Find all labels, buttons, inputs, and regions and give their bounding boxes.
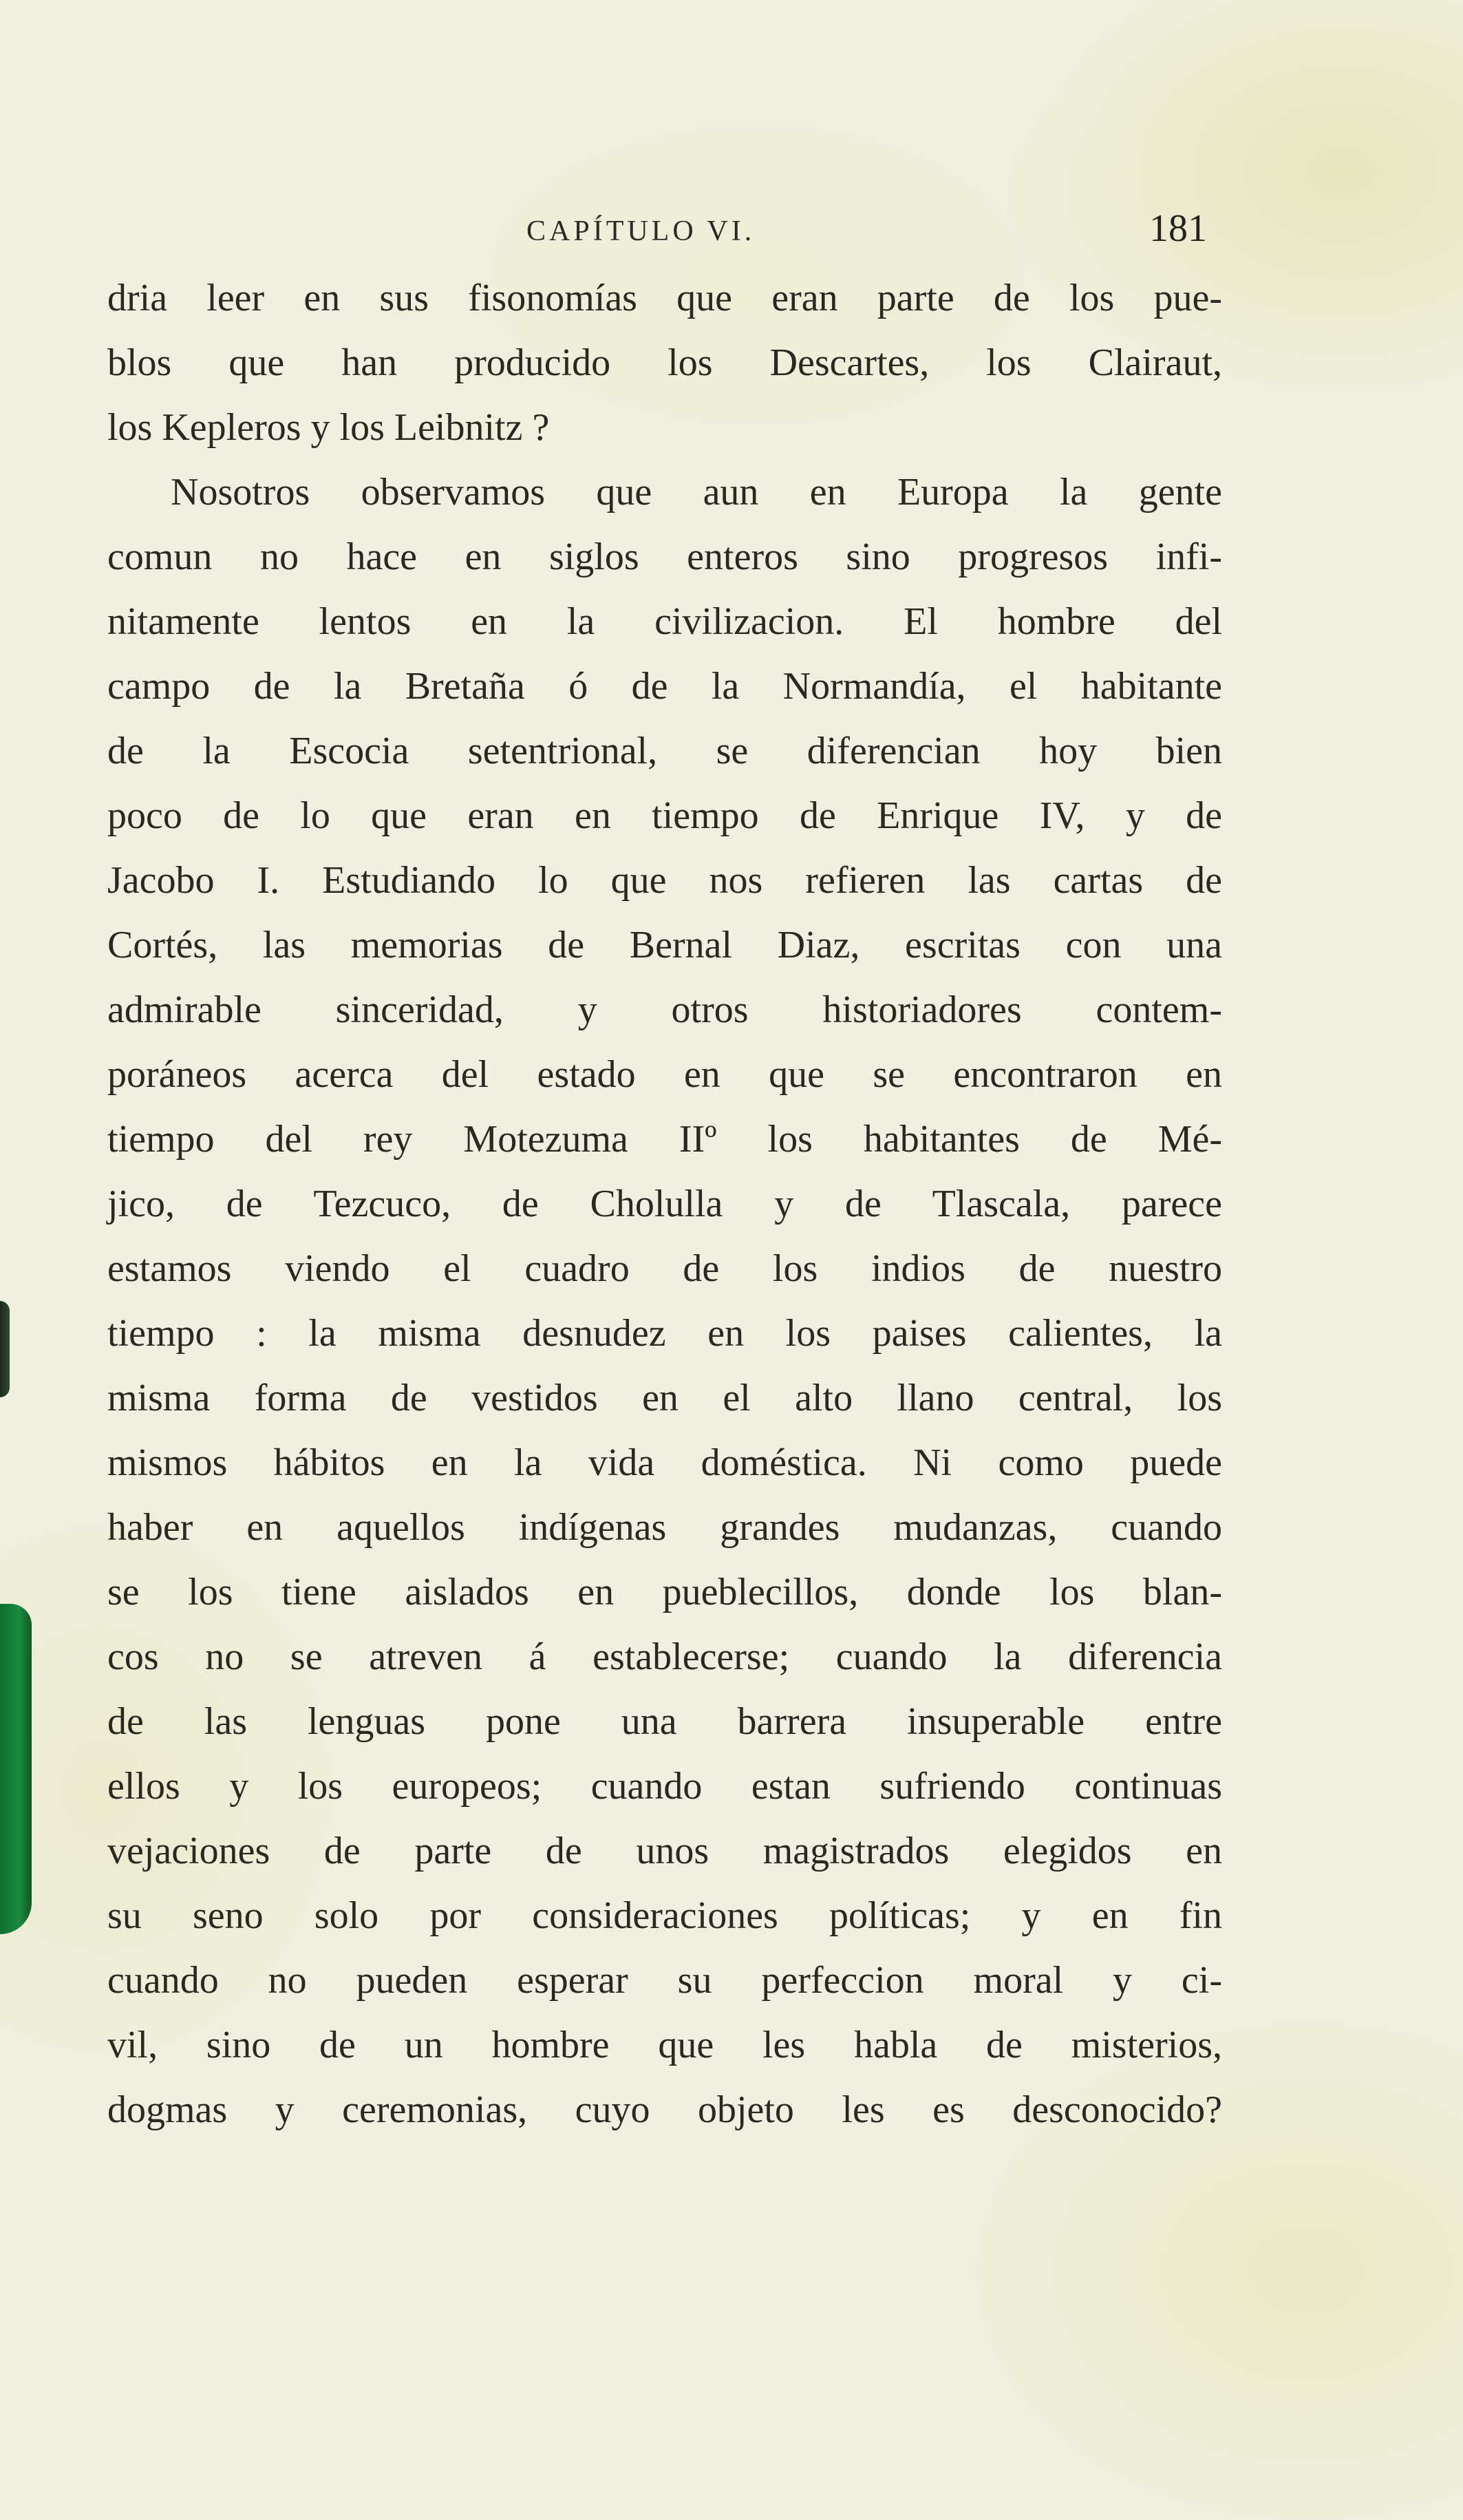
- text-line: poráneos acerca del estado en que se encontraron en: [107, 1053, 1222, 1096]
- text-line: poco de lo que eran en tiempo de Enrique IV, y de: [107, 794, 1222, 837]
- text-line: estamos viendo el cuadro de los indios de nuestro: [107, 1247, 1222, 1290]
- text-line: vejaciones de parte de unos magistrados elegidos en: [107, 1830, 1222, 1872]
- text-line: admirable sinceridad, y otros historiadores contem-: [107, 988, 1222, 1031]
- text-line: ellos y los europeos; cuando estan sufriendo continuas: [107, 1765, 1222, 1808]
- page-edge-stain-green: [0, 1604, 32, 1934]
- page-number: 181: [1149, 207, 1207, 250]
- text-line: mismos hábitos en la vida doméstica. Ni como puede: [107, 1441, 1222, 1484]
- text-line: de la Escocia setentrional, se diferencian hoy bien: [107, 730, 1222, 772]
- text-line: dogmas y ceremonias, cuyo objeto les es desconocido?: [107, 2088, 1222, 2131]
- running-head: CAPÍTULO VI.: [526, 215, 756, 247]
- text-line: vil, sino de un hombre que les habla de misterios,: [107, 2024, 1222, 2066]
- text-line: tiempo : la misma desnudez en los paises calientes, la: [107, 1312, 1222, 1355]
- text-line: cuando no pueden esperar su perfeccion moral y ci-: [107, 1959, 1222, 2002]
- text-line: misma forma de vestidos en el alto llano central, los: [107, 1377, 1222, 1419]
- text-line: nitamente lentos en la civilizacion. El hombre del: [107, 600, 1222, 643]
- text-line: Nosotros observamos que aun en Europa la gente: [171, 471, 1222, 513]
- text-line: comun no hace en siglos enteros sino progresos infi-: [107, 536, 1222, 578]
- text-line: de las lenguas pone una barrera insuperable entre: [107, 1700, 1222, 1743]
- body-text: [107, 266, 1222, 2142]
- text-line: tiempo del rey Motezuma IIº los habitantes de Mé-: [107, 1118, 1222, 1161]
- page-edge-stain-dark: [0, 1301, 10, 1397]
- page-header: [0, 207, 1463, 262]
- text-line: campo de la Bretaña ó de la Normandía, el habitante: [107, 665, 1222, 708]
- text-line: haber en aquellos indígenas grandes mudanzas, cuando: [107, 1506, 1222, 1549]
- text-line: Cortés, las memorias de Bernal Diaz, escritas con una: [107, 924, 1222, 966]
- text-line: los Kepleros y los Leibnitz ?: [107, 406, 550, 449]
- text-line: su seno solo por consideraciones políticas; y en fin: [107, 1894, 1222, 1937]
- text-line: blos que han producido los Descartes, los Clairaut,: [107, 341, 1222, 384]
- text-line: Jacobo I. Estudiando lo que nos refieren las cartas de: [107, 859, 1222, 902]
- text-line: jico, de Tezcuco, de Cholulla y de Tlascala, parece: [107, 1183, 1222, 1225]
- text-line: cos no se atreven á establecerse; cuando la diferencia: [107, 1635, 1222, 1678]
- text-line: se los tiene aislados en pueblecillos, donde los blan-: [107, 1571, 1222, 1613]
- text-line: dria leer en sus fisonomías que eran parte de los pue-: [107, 277, 1222, 319]
